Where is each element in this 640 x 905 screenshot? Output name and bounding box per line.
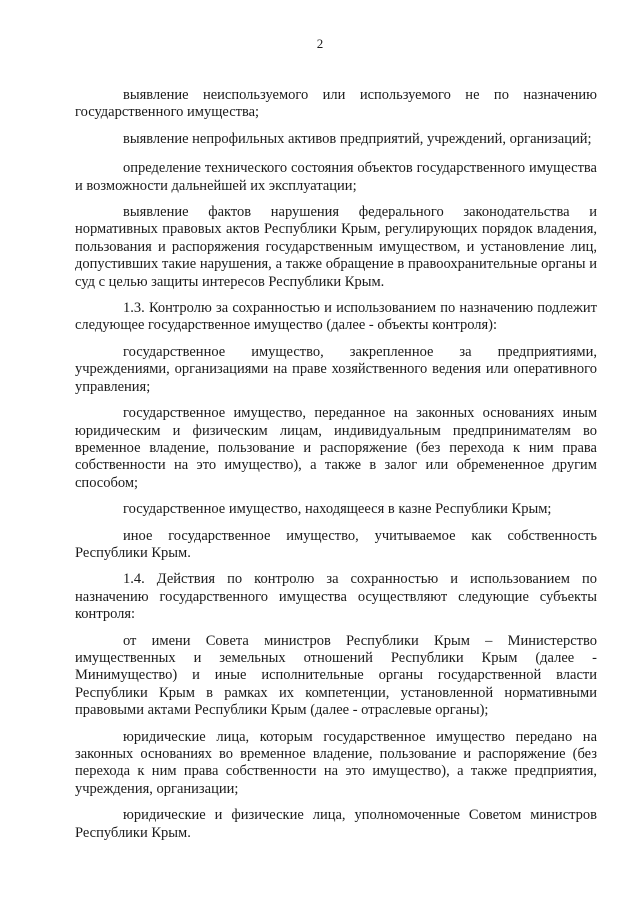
paragraph: юридические лица, которым государственное имущество передано на законных основаниях во временное владение, пользование и распоряжение (без перехода к ним права собственности на это имущество), а также предприятия, учреждения, организации; xyxy=(75,728,597,797)
paragraph: государственное имущество, переданное на законных основаниях иным юридическим и физическим лицам, индивидуальным предпринимателям во временное владение, пользование и распоряжение (без перехода к ним права собственности на это имущество), а также в залог или обремененное другим способом; xyxy=(75,405,597,491)
paragraph: государственное имущество, закрепленное за предприятиями, учреждениями, организациями на праве хозяйственного ведения или оперативного управления; xyxy=(75,343,597,395)
paragraph: государственное имущество, находящееся в казне Республики Крым; xyxy=(123,501,552,518)
paragraph: от имени Совета министров Республики Крым – Министерство имущественных и земельных отношений Республики Крым (далее - Минимущество) и иные исполнительные органы государственной власти Республики Крым в рамках их компетенции, установленной нормативными правовыми актами Республики Крым (далее - отраслевые органы); xyxy=(75,632,597,719)
paragraph: выявление неиспользуемого или используемого не по назначению государственного имущества; xyxy=(75,87,597,121)
document-body xyxy=(75,87,597,851)
paragraph: 1.3. Контролю за сохранностью и использованием по назначению подлежит следующее государственное имущество (далее - объекты контроля): xyxy=(75,300,597,334)
paragraph: выявление непрофильных активов предприятий, учреждений, организаций; xyxy=(123,130,592,147)
paragraph: юридические и физические лица, уполномоченные Советом министров Республики Крым. xyxy=(75,807,597,841)
paragraph: выявление фактов нарушения федерального законодательства и нормативных правовых актов Республики Крым, регулирующих порядок владения, пользования и распоряжения государственным имуществом, и установление лиц, допустивших такие нарушения, а также обращение в правоохранительные органы и суд с целью защиты интересов Республики Крым. xyxy=(75,204,597,290)
paragraph: определение технического состояния объектов государственного имущества и возможности дальнейшей их эксплуатации; xyxy=(75,160,597,194)
paragraph: иное государственное имущество, учитываемое как собственность Республики Крым. xyxy=(75,527,597,561)
paragraph: 1.4. Действия по контролю за сохранностью и использованием по назначению государственного имущества осуществляют следующие субъекты контроля: xyxy=(75,571,597,623)
page-number: 2 xyxy=(316,36,324,51)
